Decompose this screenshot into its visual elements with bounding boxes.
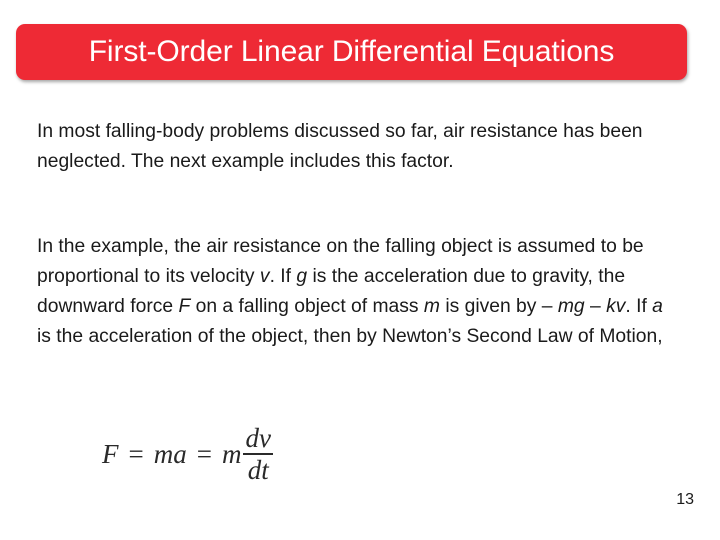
text-run: is the acceleration due to gravity, the downward force [37, 266, 626, 317]
equation-ma: ma [153, 438, 187, 469]
fraction-numerator: dv [245, 423, 271, 454]
page-number: 13 [676, 491, 694, 508]
equation-lhs: F [102, 438, 119, 469]
text-run: . If [269, 266, 297, 287]
newton-equation [102, 424, 273, 484]
slide-title: First-Order Linear Differential Equations [88, 35, 615, 68]
equals-sign: = [128, 438, 144, 469]
text-run: is the acceleration of the object, then by Newton’s Second Law of Motion, [37, 326, 663, 347]
derivative-fraction [243, 424, 272, 484]
paragraph-intro: In most falling-body problems discussed so far, air resistance has been neglected. The next example includes this factor. [37, 121, 643, 172]
var-force: F [178, 296, 191, 317]
var-acceleration: a [652, 296, 663, 317]
fraction-denominator: dt [247, 454, 269, 485]
text-run: In the example, the air resistance on the falling object is assumed to be proportional to its velocity [37, 236, 644, 287]
text-run: . If [625, 296, 653, 317]
var-mg: mg [557, 296, 585, 317]
paragraph-newton [37, 232, 677, 352]
var-velocity: v [259, 266, 270, 287]
equation-coefficient: m [221, 438, 242, 469]
text-run: is given by – [439, 296, 558, 317]
var-mass: m [423, 296, 440, 317]
equals-sign: = [196, 438, 212, 469]
title-banner [16, 24, 687, 80]
var-gravity: g [296, 266, 308, 287]
text-run: on a falling object of mass [190, 296, 424, 317]
var-kv: kv [606, 296, 626, 317]
text-run: – [584, 296, 607, 317]
